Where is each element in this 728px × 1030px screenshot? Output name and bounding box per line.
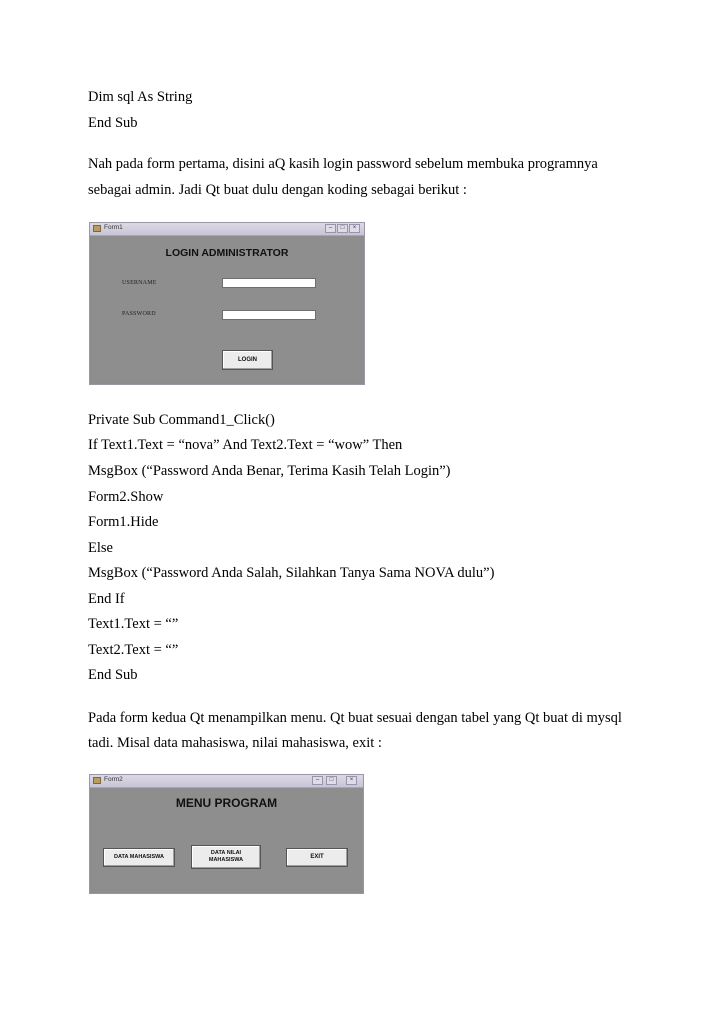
code-line-4: Form2.Show [88,489,164,505]
password-input[interactable] [222,310,316,320]
code-line-11: End Sub [88,667,138,683]
form1-client-area [94,236,360,380]
code-line-2: If Text1.Text = “nova” And Text2.Text = “wow” Then [88,437,403,453]
code-line-end-sub: End Sub [88,115,138,131]
menu-heading: MENU PROGRAM [175,796,278,810]
code-line-10: Text2.Text = “” [88,642,179,658]
password-label: PASSWORD [122,311,156,317]
username-input[interactable] [222,278,316,288]
maximize-icon[interactable]: □ [326,776,337,785]
form1-title: Form1 [104,224,123,231]
form2-titlebar [90,775,363,788]
data-mahasiswa-button[interactable]: DATA MAHASISWA [103,848,175,867]
code-line-dim-sql: Dim sql As String [88,89,193,105]
code-line-8: End If [88,591,125,607]
paragraph-2-line-1: Pada form kedua Qt menampilkan menu. Qt buat sesuai dengan tabel yang Qt buat di mysql [88,710,622,726]
maximize-icon[interactable]: □ [337,224,348,233]
paragraph-2-line-2: tadi. Misal data mahasiswa, nilai mahasiswa, exit : [88,735,382,751]
form-icon [93,225,101,232]
login-form-screenshot [89,222,365,385]
form1-titlebar [90,223,364,236]
form2-title: Form2 [104,776,123,783]
menu-form-screenshot [89,774,364,894]
code-line-3: MsgBox (“Password Anda Benar, Terima Kasih Telah Login”) [88,463,451,479]
code-line-1: Private Sub Command1_Click() [88,412,275,428]
form-icon [93,777,101,784]
code-line-7: MsgBox (“Password Anda Salah, Silahkan Tanya Sama NOVA dulu”) [88,565,495,581]
minimize-icon[interactable]: – [312,776,323,785]
data-nilai-mahasiswa-button[interactable]: DATA NILAI MAHASISWA [191,845,261,869]
form2-client-area [94,788,359,889]
login-heading: LOGIN ADMINISTRATOR [165,247,289,259]
close-icon[interactable]: × [346,776,357,785]
paragraph-1-line-2: sebagai admin. Jadi Qt buat dulu dengan koding sebagai berikut : [88,182,467,198]
code-line-5: Form1.Hide [88,514,159,530]
code-line-6: Else [88,540,113,556]
exit-button[interactable]: EXIT [286,848,348,867]
login-button[interactable]: LOGIN [222,350,273,370]
username-label: USERNAME [122,280,157,286]
minimize-icon[interactable]: – [325,224,336,233]
close-icon[interactable]: × [349,224,360,233]
paragraph-1-line-1: Nah pada form pertama, disini aQ kasih login password sebelum membuka programnya [88,156,598,172]
code-line-9: Text1.Text = “” [88,616,179,632]
